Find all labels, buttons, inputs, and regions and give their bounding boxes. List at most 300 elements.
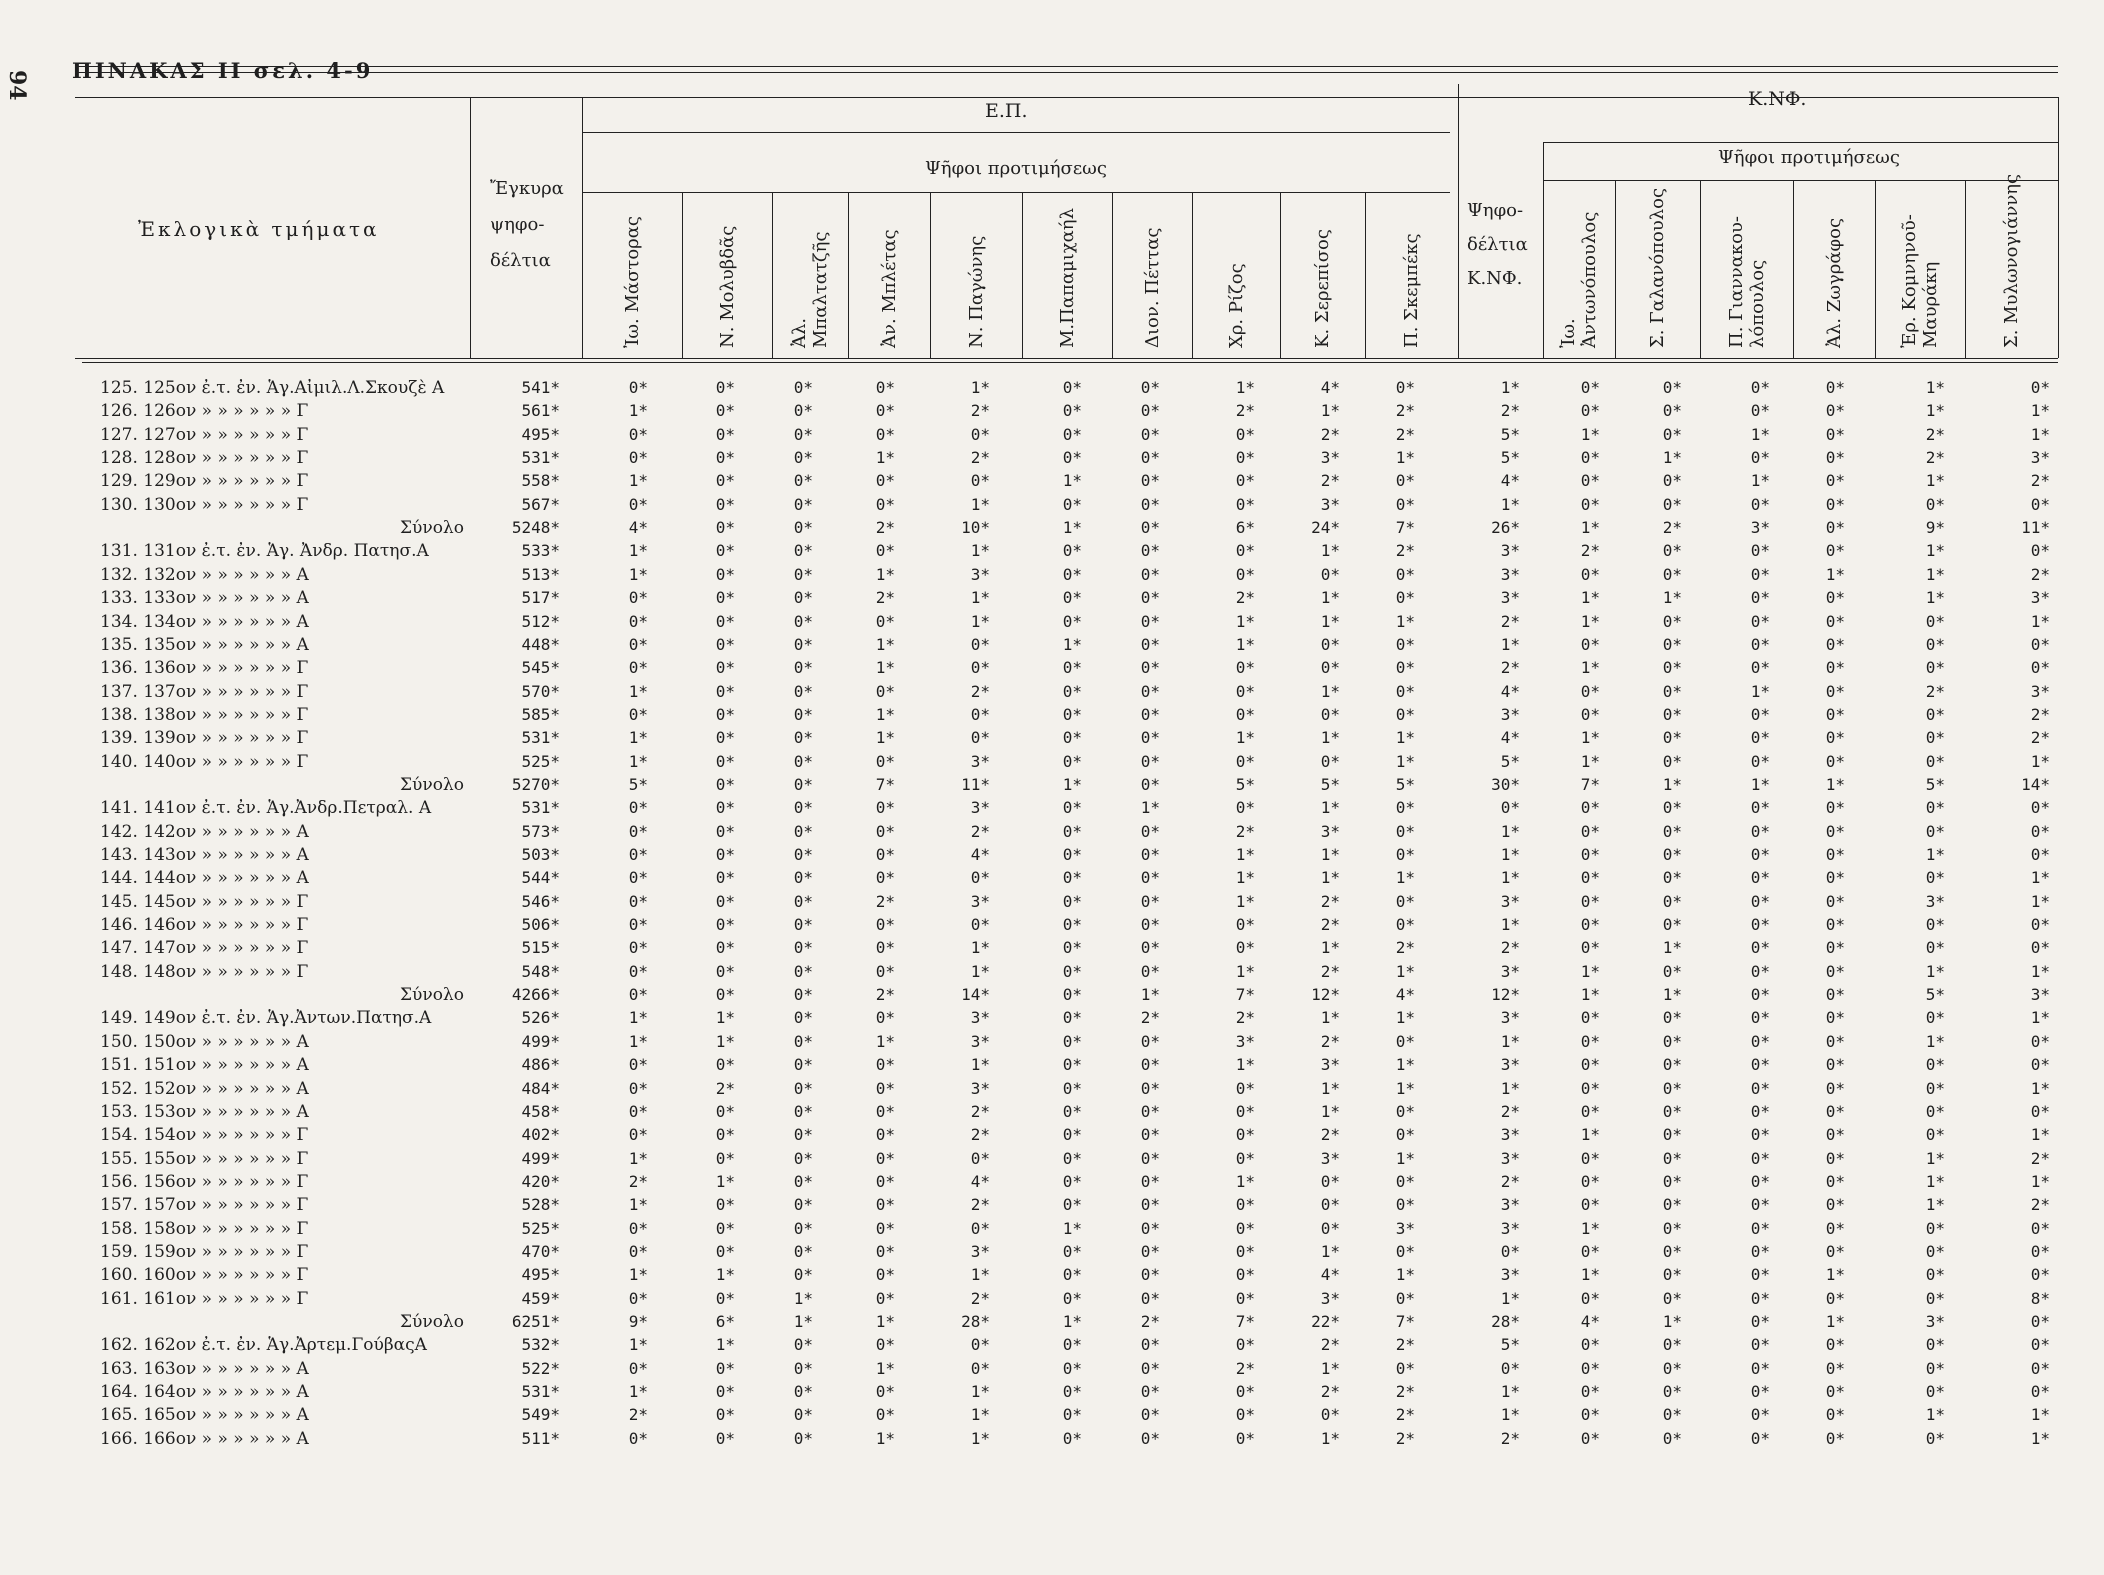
row-label: 136. 136ον » » » » » » Γ [100,658,309,679]
table-cell: 0* [1140,448,1160,468]
table-cell: 0* [1750,1125,1770,1145]
table-cell: 3* [1500,541,1520,561]
table-cell: 0* [1140,1358,1160,1378]
table-cell: 0* [1580,378,1600,397]
table-cell: 448* [521,634,560,654]
table-cell: 1* [1320,401,1340,421]
table-cell: 0* [2030,541,2050,561]
table-row [0,1125,2104,1147]
table-cell: 30* [1491,774,1520,794]
table-cell: 0* [1140,1428,1160,1448]
table-cell: 0* [715,1288,735,1308]
table-cell: 1* [1320,868,1340,888]
table-cell: 1* [1925,1405,1945,1425]
table-cell: 1* [1395,1148,1415,1168]
table-cell: 0* [715,774,735,794]
table-cell: 0* [1062,1171,1082,1191]
table-cell: 0* [1750,938,1770,958]
row-label: 139. 139ον » » » » » » Γ [100,728,309,749]
table-cell: 1* [1140,798,1160,818]
table-cell: 1* [970,1055,990,1075]
table-cell: 0* [715,915,735,935]
table-cell: 0* [2030,1055,2050,1075]
table-cell: 0* [1062,1428,1082,1448]
table-cell: 1* [1320,681,1340,701]
table-cell: 0* [1140,634,1160,654]
table-cell: 0* [1825,728,1845,748]
table-cell: 0* [1140,868,1160,888]
table-cell: 1* [1750,424,1770,444]
table-cell: 1* [1925,541,1945,561]
column-header-knf-candidate: Ἀλ. Ζωγράφος [1823,217,1845,348]
table-cell: 0* [1140,1195,1160,1215]
table-cell: 1* [1925,401,1945,421]
table-cell: 2* [970,1195,990,1215]
table-cell: 0* [1825,1428,1845,1448]
table-cell: 0* [970,704,990,724]
table-row [0,868,2104,890]
table-cell: 0* [1750,868,1770,888]
table-row [0,1079,2104,1101]
column-header-knf-candidate: Ἰω. Ἀντωνόπουλος [1558,211,1600,348]
table-cell: 0* [1825,1055,1845,1075]
table-row-total [0,985,2104,1007]
table-cell: 0* [1925,728,1945,748]
row-label: 152. 152ον » » » » » » Α [100,1078,309,1099]
table-cell: 0* [970,868,990,888]
table-cell: 1* [1320,1101,1340,1121]
table-row [0,1055,2104,1077]
table-cell: 0* [1320,564,1340,584]
table-cell: 0* [875,611,895,631]
table-cell: 0* [1825,798,1845,818]
table-cell: 0* [793,1265,813,1285]
row-label: 165. 165ον » » » » » » Α [100,1405,309,1426]
table-cell: 503* [521,845,560,864]
table-cell: 3* [2030,985,2050,1005]
table-row [0,1335,2104,1357]
table-cell: 506* [521,915,560,935]
table-cell: 1* [1580,611,1600,631]
table-cell: 0* [1825,634,1845,654]
table-cell: 1* [1500,1382,1520,1402]
table-cell: 0* [628,424,648,444]
table-cell: 1* [970,938,990,958]
table-cell: 0* [1140,494,1160,514]
table-cell: 1* [2030,401,2050,421]
table-cell: 0* [1925,704,1945,724]
table-cell: 0* [1662,1171,1682,1191]
table-cell: 0* [1750,1335,1770,1355]
table-cell: 0* [1662,424,1682,444]
table-cell: 0* [1062,1288,1082,1308]
table-cell: 1* [628,751,648,771]
table-cell: 0* [1825,424,1845,444]
table-cell: 0* [628,1218,648,1238]
table-cell: 1* [2030,1171,2050,1191]
column-header-ep-candidate: Ν. Παγώνης [965,235,987,348]
table-cell: 0* [1320,634,1340,654]
table-cell: 0* [1320,1171,1340,1191]
table-cell: 0* [875,541,895,561]
table-cell: 3* [1235,1031,1255,1051]
table-cell: 1* [1925,564,1945,584]
table-cell: 0* [1750,1358,1770,1378]
table-cell: 1* [1500,915,1520,935]
table-cell: 2* [715,1078,735,1098]
table-cell: 7* [1395,518,1415,538]
table-cell: 0* [1925,1382,1945,1402]
table-cell: 0* [715,704,735,724]
table-cell: 0* [715,821,735,841]
table-cell: 0* [628,588,648,608]
table-row [0,1289,2104,1311]
table-cell: 0* [875,1148,895,1168]
table-cell: 0* [628,1125,648,1145]
table-row [0,588,2104,610]
table-cell: 0* [628,798,648,818]
table-cell: 0* [1140,1218,1160,1238]
table-cell: 0* [1062,751,1082,771]
table-cell: 0* [1750,1078,1770,1098]
table-row [0,401,2104,423]
table-cell: 0* [715,471,735,491]
table-cell: 0* [875,494,895,514]
table-cell: 1* [1320,1078,1340,1098]
table-row [0,425,2104,447]
table-row-total [0,1312,2104,1334]
table-cell: 1* [1235,611,1255,631]
table-cell: 1* [1395,961,1415,981]
table-cell: 2* [2030,564,2050,584]
table-cell: 2* [970,1101,990,1121]
row-label: 161. 161ον » » » » » » Γ [100,1288,309,1309]
table-cell: 0* [793,1031,813,1051]
table-cell: 2* [1320,915,1340,935]
table-cell: 0* [1320,751,1340,771]
table-cell: 1* [1925,1031,1945,1051]
table-cell: 2* [2030,1195,2050,1215]
table-cell: 0* [1580,938,1600,958]
table-cell: 0* [1140,891,1160,911]
row-label: 147. 147ον » » » » » » Γ [100,938,309,959]
table-cell: 0* [715,634,735,654]
table-cell: 402* [521,1125,560,1145]
table-cell: 2* [1235,1358,1255,1378]
table-cell: 3* [970,1241,990,1261]
table-cell: 1* [1662,448,1682,468]
table-cell: 7* [1235,1312,1255,1331]
table-row [0,752,2104,774]
table-cell: 1* [2030,1125,2050,1145]
table-cell: 1* [1062,1312,1082,1331]
table-cell: 0* [1825,821,1845,841]
table-cell: 1* [1580,518,1600,538]
table-cell: 0* [793,1195,813,1215]
table-cell: 0* [628,658,648,678]
table-cell: 2* [1500,1171,1520,1191]
table-cell: 1* [875,658,895,678]
table-cell: 1* [1500,1031,1520,1051]
table-cell: 0* [715,1405,735,1425]
table-cell: 0* [628,938,648,958]
table-cell: 0* [1320,1218,1340,1238]
table-cell: 1* [1925,961,1945,981]
table-cell: 0* [715,378,735,397]
table-row [0,822,2104,844]
column-header-valid: ψηφο- [490,214,545,235]
table-cell: 0* [2030,1335,2050,1355]
table-cell: 0* [628,611,648,631]
table-cell: 0* [1925,1055,1945,1075]
table-row [0,798,2104,820]
table-cell: 558* [521,471,560,491]
table-cell: 0* [715,518,735,538]
table-cell: 0* [1062,448,1082,468]
table-cell: 0* [793,1055,813,1075]
table-cell: 0* [875,1405,895,1425]
table-cell: 9* [1925,518,1945,538]
table-cell: 0* [793,1148,813,1168]
table-row [0,728,2104,750]
row-label: Σύνολο [400,1312,464,1332]
table-cell: 0* [1825,448,1845,468]
table-cell: 0* [1062,1265,1082,1285]
table-cell: 0* [1395,821,1415,841]
table-cell: 0* [1825,845,1845,864]
table-cell: 14* [2021,774,2050,794]
table-cell: 0* [1662,1428,1682,1448]
table-cell: 0* [1235,1101,1255,1121]
table-cell: 0* [1062,588,1082,608]
table-cell: 0* [1662,728,1682,748]
table-cell: 3* [970,1078,990,1098]
table-cell: 0* [1662,1265,1682,1285]
table-cell: 495* [521,424,560,444]
table-cell: 0* [1825,985,1845,1005]
table-cell: 0* [875,751,895,771]
table-cell: 1* [970,378,990,397]
table-cell: 1* [1320,798,1340,818]
table-cell: 0* [628,845,648,864]
table-cell: 0* [793,845,813,864]
table-cell: 0* [1580,681,1600,701]
table-cell: 0* [1750,1265,1770,1285]
table-cell: 3* [970,564,990,584]
row-label: 140. 140ον » » » » » » Γ [100,751,309,772]
table-cell: 0* [1140,681,1160,701]
table-cell: 525* [521,751,560,771]
table-cell: 0* [793,751,813,771]
table-cell: 4* [970,1171,990,1191]
table-cell: 0* [1662,1101,1682,1121]
table-cell: 7* [1235,985,1255,1005]
table-cell: 2* [1140,1008,1160,1028]
table-cell: 0* [793,1405,813,1425]
table-cell: 0* [1825,938,1845,958]
table-cell: 1* [1235,845,1255,864]
table-cell: 0* [1062,1358,1082,1378]
table-cell: 0* [715,494,735,514]
table-cell: 0* [1925,915,1945,935]
table-cell: 0* [1825,1195,1845,1215]
table-cell: 24* [1311,518,1340,538]
table-cell: 5* [1500,751,1520,771]
table-cell: 531* [521,728,560,748]
table-cell: 0* [2030,821,2050,841]
table-cell: 0* [628,1055,648,1075]
table-cell: 0* [628,1078,648,1098]
table-cell: 0* [1662,1405,1682,1425]
table-cell: 0* [1662,1195,1682,1215]
table-row-total [0,775,2104,797]
table-cell: 0* [875,798,895,818]
table-cell: 0* [1580,1241,1600,1261]
table-cell: 0* [793,728,813,748]
row-label: 134. 134ον » » » » » » Α [100,611,309,632]
table-cell: 1* [1580,961,1600,981]
table-cell: 0* [628,494,648,514]
table-cell: 1* [875,728,895,748]
table-cell: 0* [1140,845,1160,864]
table-cell: 2* [1320,891,1340,911]
row-label: 162. 162ον ἐ.τ. ἐν. Ἁγ.Ἀρτεμ.ΓούβαςΑ [100,1335,427,1356]
table-cell: 2* [970,1125,990,1145]
table-cell: 0* [793,541,813,561]
table-cell: 3* [1500,1218,1520,1238]
table-cell: 0* [1750,1218,1770,1238]
table-cell: 0* [1750,1055,1770,1075]
table-cell: 2* [1235,401,1255,421]
table-cell: 3* [1320,1055,1340,1075]
table-cell: 0* [628,1428,648,1448]
table-cell: 3* [1500,1008,1520,1028]
table-cell: 0* [1662,634,1682,654]
table-cell: 0* [1750,401,1770,421]
table-cell: 0* [1235,424,1255,444]
table-cell: 1* [793,1288,813,1308]
table-cell: 1* [1062,471,1082,491]
table-cell: 0* [1140,541,1160,561]
table-cell: 0* [1925,1358,1945,1378]
table-cell: 0* [1580,1382,1600,1402]
table-cell: 0* [715,751,735,771]
table-cell: 1* [1062,774,1082,794]
table-cell: 531* [521,798,560,818]
table-cell: 0* [1235,1382,1255,1402]
table-cell: 0* [1235,564,1255,584]
table-cell: 0* [1235,704,1255,724]
table-cell: 2* [628,1171,648,1191]
table-cell: 0* [1062,868,1082,888]
table-cell: 0* [875,1382,895,1402]
table-cell: 4* [628,518,648,538]
table-cell: 0* [1062,1335,1082,1355]
table-cell: 0* [715,868,735,888]
table-cell: 0* [1925,494,1945,514]
table-cell: 0* [1925,1288,1945,1308]
table-cell: 1* [1320,728,1340,748]
table-cell: 0* [1395,658,1415,678]
table-cell: 1* [2030,751,2050,771]
table-cell: 1* [628,564,648,584]
table-cell: 533* [521,541,560,561]
table-cell: 0* [1750,798,1770,818]
table-cell: 0* [1750,1405,1770,1425]
table-cell: 0* [1580,1428,1600,1448]
table-cell: 2* [1395,938,1415,958]
table-cell: 1* [1235,378,1255,397]
table-cell: 0* [1750,448,1770,468]
table-cell: 1* [970,1265,990,1285]
table-cell: 0* [1662,1055,1682,1075]
table-cell: 0* [1750,985,1770,1005]
row-label: Σύνολο [400,985,464,1006]
table-cell: 5* [1925,985,1945,1005]
table-cell: 0* [970,1148,990,1168]
table-row [0,1195,2104,1217]
table-cell: 1* [1320,938,1340,958]
row-label: 146. 146ον » » » » » » Γ [100,915,309,936]
table-row [0,962,2104,984]
table-cell: 0* [1140,588,1160,608]
table-cell: 1* [970,541,990,561]
table-cell: 0* [793,891,813,911]
table-cell: 3* [970,1031,990,1051]
table-cell: 0* [1062,681,1082,701]
table-cell: 0* [1235,448,1255,468]
table-cell: 3* [1500,1055,1520,1075]
table-cell: 3* [970,751,990,771]
table-cell: 2* [1500,938,1520,958]
table-cell: 1* [1825,564,1845,584]
table-cell: 0* [2030,1101,2050,1121]
table-cell: 0* [1395,1195,1415,1215]
table-cell: 4* [1320,1265,1340,1285]
table-cell: 0* [1395,1171,1415,1191]
table-cell: 0* [793,1101,813,1121]
table-cell: 2* [970,821,990,841]
column-header-valid: Ἔγκυρα [490,178,564,199]
table-cell: 1* [715,1171,735,1191]
table-cell: 0* [1395,704,1415,724]
table-cell: 1* [2030,1428,2050,1448]
table-cell: 0* [875,471,895,491]
table-cell: 0* [715,1148,735,1168]
table-cell: 0* [1750,1241,1770,1261]
table-cell: 0* [793,634,813,654]
table-cell: 0* [793,1008,813,1028]
table-cell: 0* [1750,564,1770,584]
table-cell: 513* [521,564,560,584]
table-cell: 1* [1580,728,1600,748]
table-cell: 0* [715,1382,735,1402]
table-cell: 0* [1580,868,1600,888]
row-label: 133. 133ον » » » » » » Α [100,588,309,609]
table-cell: 0* [2030,1218,2050,1238]
table-cell: 0* [715,588,735,608]
table-cell: 1* [1580,985,1600,1005]
row-label: 166. 166ον » » » » » » Α [100,1428,309,1449]
table-cell: 0* [1580,1288,1600,1308]
table-cell: 3* [1500,1125,1520,1145]
row-label: Σύνολο [400,774,464,795]
table-cell: 0* [1580,845,1600,864]
table-cell: 1* [628,1031,648,1051]
column-header-knf-candidate: Ἐρ. Κομνηνοῦ- Μαυράκη [1899,214,1941,348]
table-cell: 546* [521,891,560,911]
table-cell: 3* [1320,821,1340,841]
